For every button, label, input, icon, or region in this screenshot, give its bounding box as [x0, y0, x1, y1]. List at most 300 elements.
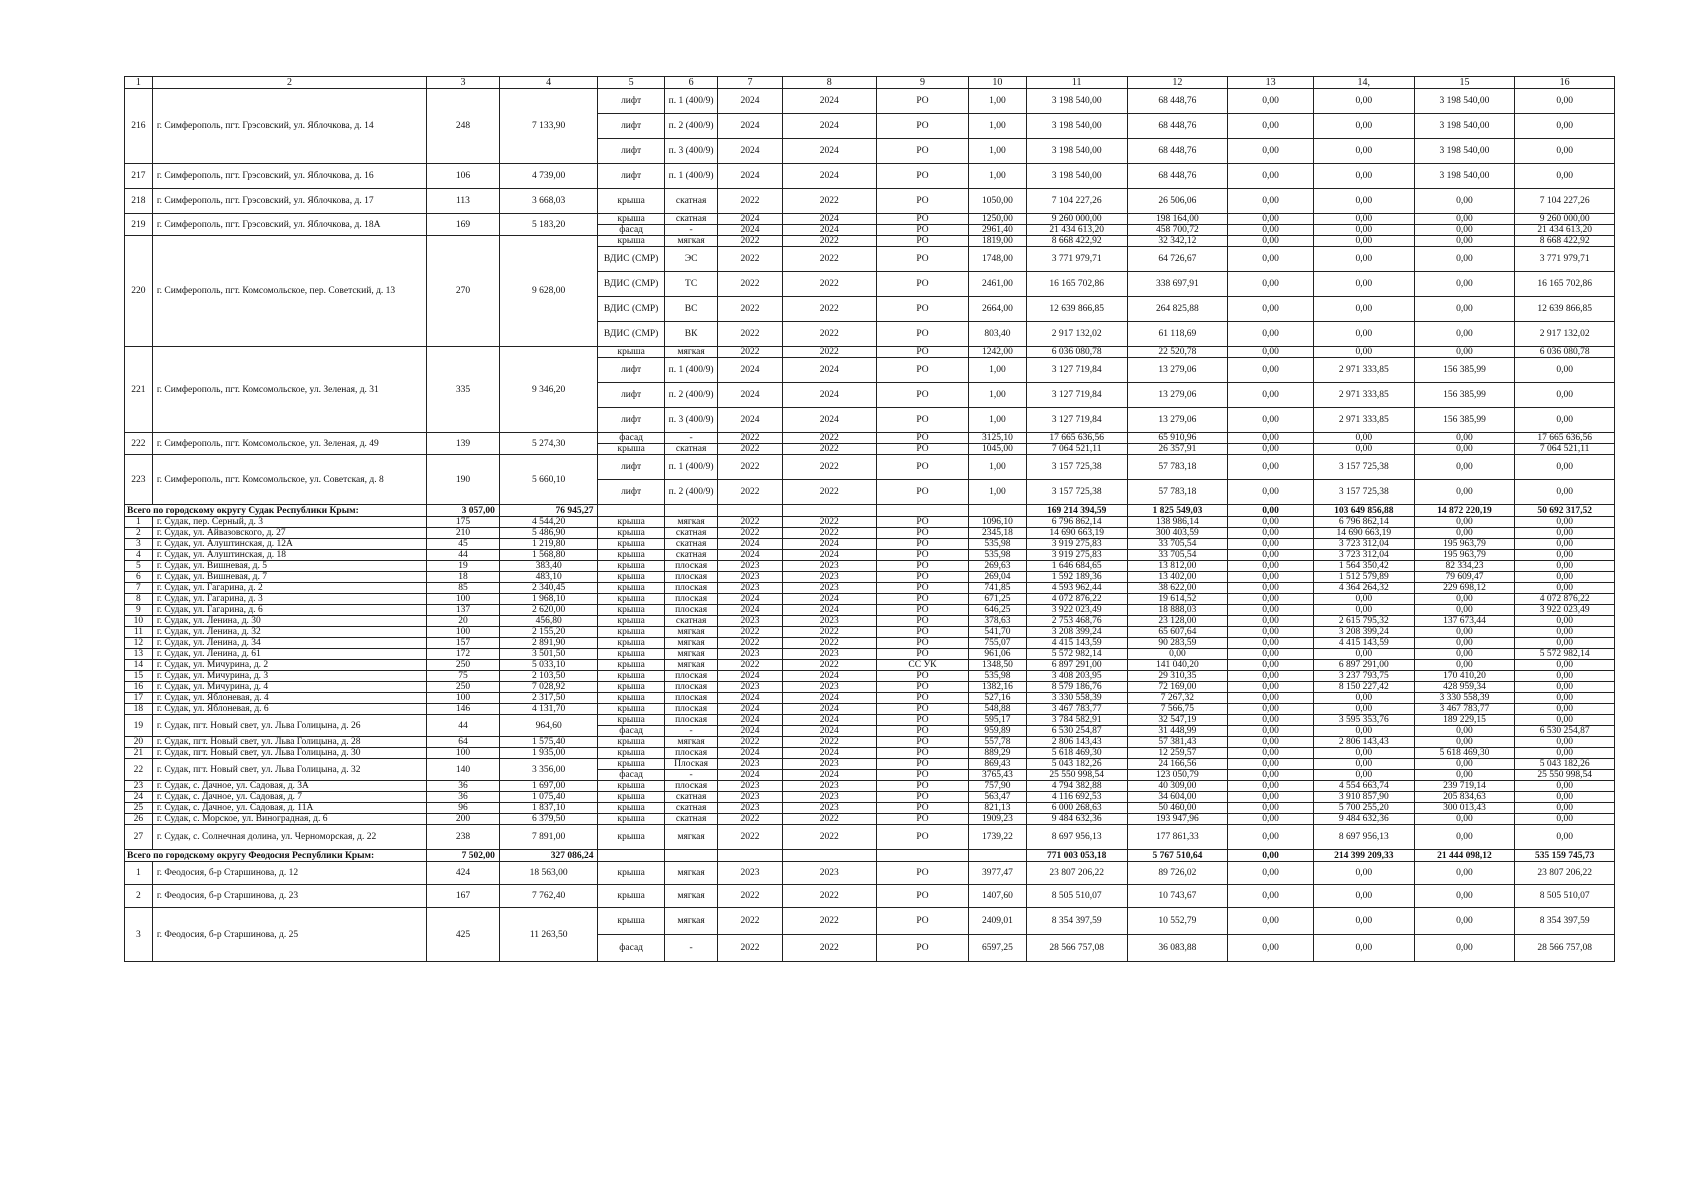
fund-a: 0,00 — [1228, 770, 1314, 781]
contractor: РО — [876, 594, 968, 605]
volume: 1096,10 — [969, 517, 1027, 528]
count-cell: 113 — [427, 189, 500, 214]
fund-d: 0,00 — [1515, 528, 1615, 539]
contractor: РО — [876, 572, 968, 583]
fund-b: 0,00 — [1313, 433, 1414, 444]
fund-a: 0,00 — [1228, 792, 1314, 803]
table-row — [125, 748, 1615, 759]
empty-cell — [718, 850, 782, 862]
start-year: 2024 — [718, 539, 782, 550]
end-year: 2024 — [782, 726, 876, 737]
total-cost: 4 794 382,88 — [1026, 781, 1127, 792]
fund-a: 0,00 — [1228, 726, 1314, 737]
address-cell: г. Судак, с. Дачное, ул. Садовая, д. 7 — [152, 792, 426, 803]
table-row — [125, 561, 1615, 572]
specific-cost: 13 279,06 — [1127, 383, 1228, 408]
table-row — [125, 164, 1615, 189]
column-header: 15 — [1414, 77, 1515, 89]
empty-cell — [876, 850, 968, 862]
fund-a: 0,00 — [1228, 649, 1314, 660]
row-number: 3 — [125, 908, 153, 962]
total-cost: 6 530 254,87 — [1026, 726, 1127, 737]
fund-d: 0,00 — [1515, 89, 1615, 114]
specific-cost: 57 783,18 — [1127, 480, 1228, 505]
volume: 535,98 — [969, 550, 1027, 561]
address-cell: г. Симферополь, пгт. Комсомольское, ул. Зеленая, д. 31 — [152, 347, 426, 433]
row-number: 12 — [125, 638, 153, 649]
element-subtype: плоская — [664, 594, 718, 605]
area-cell: 5 660,10 — [499, 455, 598, 505]
end-year: 2023 — [782, 862, 876, 885]
fund-d: 0,00 — [1515, 550, 1615, 561]
element-subtype: плоская — [664, 682, 718, 693]
fund-a: 0,00 — [1228, 671, 1314, 682]
fund-a: 0,00 — [1228, 572, 1314, 583]
fund-b: 0,00 — [1313, 247, 1414, 272]
fund-c: 0,00 — [1414, 908, 1515, 935]
address-cell: г. Судак, с. Дачное, ул. Садовая, д. 3А — [152, 781, 426, 792]
contractor: РО — [876, 517, 968, 528]
fund-a: 0,00 — [1228, 236, 1314, 247]
element-type: крыша — [598, 616, 664, 627]
area-cell: 483,10 — [499, 572, 598, 583]
area-cell: 2 620,00 — [499, 605, 598, 616]
fund-d: 0,00 — [1515, 383, 1615, 408]
row-number: 10 — [125, 616, 153, 627]
fund-d: 0,00 — [1515, 539, 1615, 550]
element-type: крыша — [598, 814, 664, 825]
element-type: крыша — [598, 825, 664, 850]
fund-a: 0,00 — [1228, 627, 1314, 638]
start-year: 2024 — [718, 726, 782, 737]
specific-cost: 33 705,54 — [1127, 550, 1228, 561]
total-cost: 7 104 227,26 — [1026, 189, 1127, 214]
specific-cost: 18 888,03 — [1127, 605, 1228, 616]
subtotal-value: 14 872 220,19 — [1414, 505, 1515, 517]
subtotal-label: Всего по городскому округу Судак Республики Крым: — [125, 505, 427, 517]
element-subtype: мягкая — [664, 347, 718, 358]
end-year: 2022 — [782, 322, 876, 347]
end-year: 2022 — [782, 236, 876, 247]
table-row — [125, 236, 1615, 247]
volume: 1242,00 — [969, 347, 1027, 358]
contractor: РО — [876, 297, 968, 322]
fund-c: 0,00 — [1414, 225, 1515, 236]
table-row — [125, 660, 1615, 671]
row-number: 13 — [125, 649, 153, 660]
fund-d: 7 104 227,26 — [1515, 189, 1615, 214]
table-row — [125, 781, 1615, 792]
volume: 2461,00 — [969, 272, 1027, 297]
empty-cell — [598, 850, 664, 862]
start-year: 2022 — [718, 455, 782, 480]
column-header: 6 — [664, 77, 718, 89]
area-cell: 964,60 — [499, 715, 598, 737]
fund-b: 5 700 255,20 — [1313, 803, 1414, 814]
specific-cost: 23 128,00 — [1127, 616, 1228, 627]
total-cost: 3 157 725,38 — [1026, 455, 1127, 480]
end-year: 2022 — [782, 517, 876, 528]
table-row — [125, 885, 1615, 908]
specific-cost: 32 342,12 — [1127, 236, 1228, 247]
table-row — [125, 759, 1615, 770]
element-type: ВДИС (СМР) — [598, 297, 664, 322]
specific-cost: 57 381,43 — [1127, 737, 1228, 748]
end-year: 2022 — [782, 297, 876, 322]
fund-d: 0,00 — [1515, 455, 1615, 480]
element-type: лифт — [598, 89, 664, 114]
contractor: РО — [876, 616, 968, 627]
element-subtype: плоская — [664, 605, 718, 616]
total-cost: 7 064 521,11 — [1026, 444, 1127, 455]
address-cell: г. Судак, ул. Гагарина, д. 2 — [152, 583, 426, 594]
element-type: крыша — [598, 862, 664, 885]
start-year: 2022 — [718, 638, 782, 649]
end-year: 2023 — [782, 572, 876, 583]
end-year: 2022 — [782, 455, 876, 480]
specific-cost: 40 309,00 — [1127, 781, 1228, 792]
address-cell: г. Симферополь, пгт. Грэсовский, ул. Яблочкова, д. 18А — [152, 214, 426, 236]
element-type: фасад — [598, 770, 664, 781]
element-type: крыша — [598, 214, 664, 225]
fund-d: 4 072 876,22 — [1515, 594, 1615, 605]
start-year: 2022 — [718, 297, 782, 322]
element-subtype: мягкая — [664, 885, 718, 908]
end-year: 2024 — [782, 214, 876, 225]
count-cell: 139 — [427, 433, 500, 455]
row-number: 217 — [125, 164, 153, 189]
column-header: 10 — [969, 77, 1027, 89]
count-cell: 19 — [427, 561, 500, 572]
contractor: РО — [876, 583, 968, 594]
specific-cost: 65 607,64 — [1127, 627, 1228, 638]
contractor: РО — [876, 272, 968, 297]
total-cost: 5 043 182,26 — [1026, 759, 1127, 770]
total-cost: 12 639 866,85 — [1026, 297, 1127, 322]
row-number: 1 — [125, 517, 153, 528]
element-subtype: п. 1 (400/9) — [664, 89, 718, 114]
fund-b: 3 157 725,38 — [1313, 480, 1414, 505]
empty-cell — [969, 505, 1027, 517]
subtotal-value: 0,00 — [1228, 505, 1314, 517]
table-row — [125, 433, 1615, 444]
volume: 269,63 — [969, 561, 1027, 572]
fund-a: 0,00 — [1228, 550, 1314, 561]
address-cell: г. Симферополь, пгт. Комсомольское, пер. Советский, д. 13 — [152, 236, 426, 347]
row-number: 27 — [125, 825, 153, 850]
row-number: 26 — [125, 814, 153, 825]
element-type: фасад — [598, 433, 664, 444]
specific-cost: 13 812,00 — [1127, 561, 1228, 572]
volume: 1748,00 — [969, 247, 1027, 272]
end-year: 2024 — [782, 671, 876, 682]
fund-c: 0,00 — [1414, 297, 1515, 322]
specific-cost: 10 552,79 — [1127, 908, 1228, 935]
specific-cost: 264 825,88 — [1127, 297, 1228, 322]
volume: 3765,43 — [969, 770, 1027, 781]
contractor: РО — [876, 433, 968, 444]
count-cell: 250 — [427, 660, 500, 671]
element-subtype: ВС — [664, 297, 718, 322]
area-cell: 7 133,90 — [499, 89, 598, 164]
fund-a: 0,00 — [1228, 814, 1314, 825]
end-year: 2022 — [782, 908, 876, 935]
start-year: 2022 — [718, 322, 782, 347]
fund-c: 205 834,63 — [1414, 792, 1515, 803]
contractor: РО — [876, 715, 968, 726]
fund-a: 0,00 — [1228, 825, 1314, 850]
subtotal-area: 76 945,27 — [499, 505, 598, 517]
fund-d: 3 771 979,71 — [1515, 247, 1615, 272]
area-cell: 2 103,50 — [499, 671, 598, 682]
row-number: 18 — [125, 704, 153, 715]
empty-cell — [664, 505, 718, 517]
start-year: 2024 — [718, 164, 782, 189]
subtotal-value: 1 825 549,03 — [1127, 505, 1228, 517]
count-cell: 190 — [427, 455, 500, 505]
fund-d: 25 550 998,54 — [1515, 770, 1615, 781]
fund-b: 0,00 — [1313, 139, 1414, 164]
fund-b: 2 971 333,85 — [1313, 358, 1414, 383]
element-subtype: мягкая — [664, 638, 718, 649]
element-type: крыша — [598, 189, 664, 214]
fund-c: 0,00 — [1414, 770, 1515, 781]
table-row — [125, 693, 1615, 704]
fund-b: 1 564 350,42 — [1313, 561, 1414, 572]
element-type: лифт — [598, 455, 664, 480]
fund-c: 195 963,79 — [1414, 550, 1515, 561]
fund-b: 0,00 — [1313, 89, 1414, 114]
fund-b: 8 150 227,42 — [1313, 682, 1414, 693]
element-type: крыша — [598, 605, 664, 616]
fund-d: 5 572 982,14 — [1515, 649, 1615, 660]
row-number: 218 — [125, 189, 153, 214]
area-cell: 2 891,90 — [499, 638, 598, 649]
contractor: РО — [876, 781, 968, 792]
count-cell: 270 — [427, 236, 500, 347]
element-type: крыша — [598, 627, 664, 638]
contractor: РО — [876, 803, 968, 814]
start-year: 2023 — [718, 792, 782, 803]
element-type: крыша — [598, 660, 664, 671]
fund-c: 0,00 — [1414, 660, 1515, 671]
element-subtype: плоская — [664, 572, 718, 583]
specific-cost: 300 403,59 — [1127, 528, 1228, 539]
element-type: крыша — [598, 792, 664, 803]
start-year: 2022 — [718, 347, 782, 358]
total-cost: 8 354 397,59 — [1026, 908, 1127, 935]
fund-c: 0,00 — [1414, 455, 1515, 480]
contractor: РО — [876, 935, 968, 962]
element-type: фасад — [598, 726, 664, 737]
fund-d: 0,00 — [1515, 682, 1615, 693]
element-subtype: п. 2 (400/9) — [664, 480, 718, 505]
row-number: 24 — [125, 792, 153, 803]
total-cost: 8 579 186,76 — [1026, 682, 1127, 693]
row-number: 8 — [125, 594, 153, 605]
area-cell: 5 033,10 — [499, 660, 598, 671]
fund-b: 6 897 291,00 — [1313, 660, 1414, 671]
fund-b: 3 595 353,76 — [1313, 715, 1414, 726]
contractor: РО — [876, 862, 968, 885]
total-cost: 3 919 275,83 — [1026, 550, 1127, 561]
specific-cost: 68 448,76 — [1127, 139, 1228, 164]
total-cost: 3 208 399,24 — [1026, 627, 1127, 638]
total-cost: 2 753 468,76 — [1026, 616, 1127, 627]
specific-cost: 72 169,00 — [1127, 682, 1228, 693]
specific-cost: 22 520,78 — [1127, 347, 1228, 358]
contractor: РО — [876, 383, 968, 408]
volume: 6597,25 — [969, 935, 1027, 962]
end-year: 2024 — [782, 693, 876, 704]
count-cell: 36 — [427, 781, 500, 792]
empty-cell — [969, 850, 1027, 862]
fund-d: 6 036 080,78 — [1515, 347, 1615, 358]
subtotal-row — [125, 850, 1615, 862]
count-cell: 425 — [427, 908, 500, 962]
fund-c: 0,00 — [1414, 627, 1515, 638]
column-header: 11 — [1026, 77, 1127, 89]
total-cost: 3 330 558,39 — [1026, 693, 1127, 704]
table-row — [125, 214, 1615, 225]
fund-c: 0,00 — [1414, 737, 1515, 748]
volume: 535,98 — [969, 539, 1027, 550]
volume: 527,16 — [969, 693, 1027, 704]
address-cell: г. Феодосия, б-р Старшинова, д. 12 — [152, 862, 426, 885]
element-subtype: скатная — [664, 214, 718, 225]
end-year: 2023 — [782, 803, 876, 814]
contractor: РО — [876, 814, 968, 825]
fund-c: 0,00 — [1414, 649, 1515, 660]
empty-cell — [718, 505, 782, 517]
fund-c: 0,00 — [1414, 825, 1515, 850]
element-type: крыша — [598, 715, 664, 726]
area-cell: 4 544,20 — [499, 517, 598, 528]
total-cost: 3 198 540,00 — [1026, 164, 1127, 189]
row-number: 5 — [125, 561, 153, 572]
start-year: 2024 — [718, 715, 782, 726]
specific-cost: 31 448,99 — [1127, 726, 1228, 737]
element-subtype: ЭС — [664, 247, 718, 272]
count-cell: 64 — [427, 737, 500, 748]
end-year: 2022 — [782, 444, 876, 455]
fund-b: 3 208 399,24 — [1313, 627, 1414, 638]
element-subtype: скатная — [664, 803, 718, 814]
address-cell: г. Симферополь, пгт. Грэсовский, ул. Яблочкова, д. 17 — [152, 189, 426, 214]
column-header: 3 — [427, 77, 500, 89]
end-year: 2023 — [782, 583, 876, 594]
count-cell: 100 — [427, 693, 500, 704]
element-subtype: плоская — [664, 671, 718, 682]
count-cell: 172 — [427, 649, 500, 660]
start-year: 2022 — [718, 825, 782, 850]
fund-c: 0,00 — [1414, 480, 1515, 505]
start-year: 2024 — [718, 594, 782, 605]
element-type: фасад — [598, 225, 664, 236]
total-cost: 3 408 203,95 — [1026, 671, 1127, 682]
empty-cell — [782, 505, 876, 517]
fund-a: 0,00 — [1228, 704, 1314, 715]
total-cost: 3 157 725,38 — [1026, 480, 1127, 505]
table-row — [125, 605, 1615, 616]
specific-cost: 64 726,67 — [1127, 247, 1228, 272]
element-type: крыша — [598, 517, 664, 528]
start-year: 2024 — [718, 114, 782, 139]
total-cost: 5 572 982,14 — [1026, 649, 1127, 660]
element-type: ВДИС (СМР) — [598, 272, 664, 297]
contractor: РО — [876, 770, 968, 781]
address-cell: г. Судак, ул. Айвазовского, д. 27 — [152, 528, 426, 539]
contractor: РО — [876, 408, 968, 433]
address-cell: г. Судак, ул. Ленина, д. 32 — [152, 627, 426, 638]
total-cost: 9 260 000,00 — [1026, 214, 1127, 225]
start-year: 2023 — [718, 649, 782, 660]
row-number: 4 — [125, 550, 153, 561]
row-number: 22 — [125, 759, 153, 781]
end-year: 2024 — [782, 358, 876, 383]
element-type: крыша — [598, 649, 664, 660]
end-year: 2024 — [782, 550, 876, 561]
area-cell: 1 697,00 — [499, 781, 598, 792]
end-year: 2022 — [782, 737, 876, 748]
element-subtype: п. 1 (400/9) — [664, 164, 718, 189]
element-type: лифт — [598, 383, 664, 408]
start-year: 2023 — [718, 561, 782, 572]
fund-b: 8 697 956,13 — [1313, 825, 1414, 850]
area-cell: 1 075,40 — [499, 792, 598, 803]
fund-c: 0,00 — [1414, 322, 1515, 347]
subtotal-value: 771 003 053,18 — [1026, 850, 1127, 862]
contractor: РО — [876, 737, 968, 748]
element-type: крыша — [598, 885, 664, 908]
area-cell: 1 575,40 — [499, 737, 598, 748]
element-type: крыша — [598, 583, 664, 594]
element-type: крыша — [598, 561, 664, 572]
contractor: РО — [876, 189, 968, 214]
fund-d: 0,00 — [1515, 408, 1615, 433]
end-year: 2024 — [782, 715, 876, 726]
fund-c: 170 410,20 — [1414, 671, 1515, 682]
address-cell: г. Судак, ул. Вишневая, д. 5 — [152, 561, 426, 572]
area-cell: 456,80 — [499, 616, 598, 627]
end-year: 2022 — [782, 189, 876, 214]
total-cost: 4 593 962,44 — [1026, 583, 1127, 594]
fund-a: 0,00 — [1228, 935, 1314, 962]
specific-cost: 338 697,91 — [1127, 272, 1228, 297]
start-year: 2024 — [718, 605, 782, 616]
table-row — [125, 737, 1615, 748]
total-cost: 17 665 636,56 — [1026, 433, 1127, 444]
element-type: лифт — [598, 114, 664, 139]
volume: 959,89 — [969, 726, 1027, 737]
volume: 2409,01 — [969, 908, 1027, 935]
fund-a: 0,00 — [1228, 272, 1314, 297]
end-year: 2023 — [782, 792, 876, 803]
fund-a: 0,00 — [1228, 605, 1314, 616]
row-number: 9 — [125, 605, 153, 616]
fund-d: 0,00 — [1515, 627, 1615, 638]
fund-d: 0,00 — [1515, 715, 1615, 726]
subtotal-count: 7 502,00 — [427, 850, 500, 862]
volume: 595,17 — [969, 715, 1027, 726]
address-cell: г. Феодосия, б-р Старшинова, д. 23 — [152, 885, 426, 908]
count-cell: 167 — [427, 885, 500, 908]
volume: 1,00 — [969, 383, 1027, 408]
fund-a: 0,00 — [1228, 638, 1314, 649]
element-type: ВДИС (СМР) — [598, 322, 664, 347]
element-subtype: плоская — [664, 748, 718, 759]
contractor: РО — [876, 139, 968, 164]
